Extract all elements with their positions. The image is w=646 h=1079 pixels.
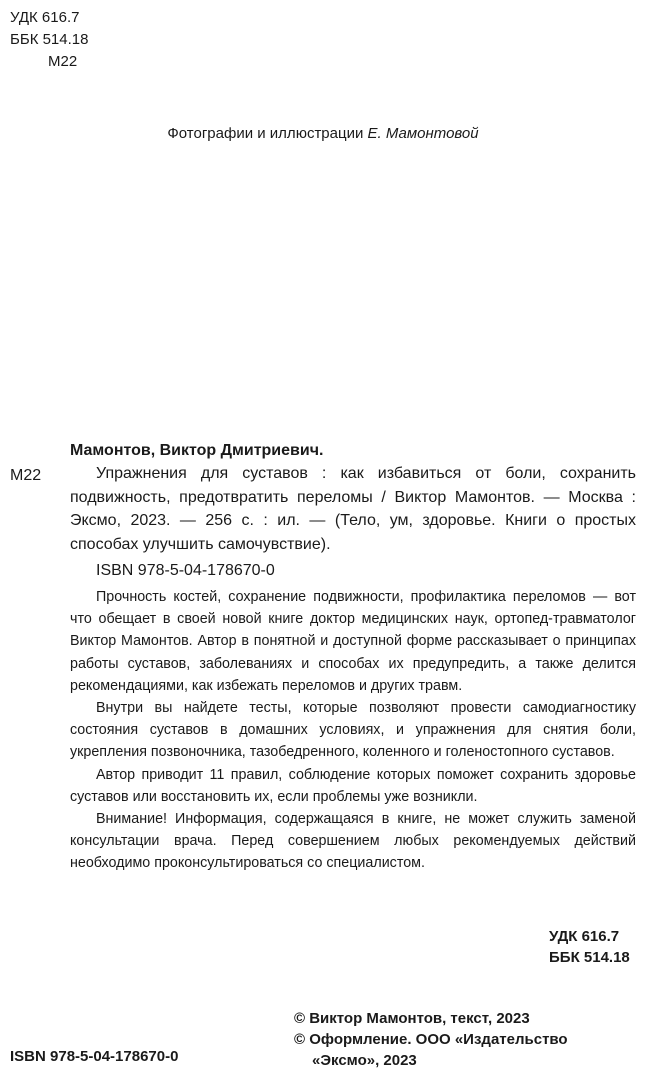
design-copyright-line2: «Эксмо», 2023 bbox=[312, 1052, 417, 1069]
illustration-credits bbox=[0, 124, 646, 144]
bbk-code: ББК 514.18 bbox=[10, 31, 89, 48]
bottom-isbn: ISBN 978-5-04-178670-0 bbox=[10, 1048, 179, 1065]
annotation-paragraph: Автор приводит 11 правил, соблюдение которых поможет сохранить здоровье суставов или восстановить их, если проблемы уже возникли. bbox=[70, 766, 636, 805]
annotation-paragraph: Внимание! Информация, содержащаяся в книге, не может служить заменой консультации врача. Перед совершением любых рекомендуемых действий необходимо проконсультироваться со специалистом. bbox=[70, 811, 636, 872]
bottom-bbk-code: ББК 514.18 bbox=[549, 949, 630, 966]
catalog-author-mark: М22 bbox=[10, 467, 42, 484]
bottom-classification-codes bbox=[549, 926, 630, 968]
top-classification-codes bbox=[10, 7, 88, 73]
text-copyright: © Виктор Мамонтов, текст, 2023 bbox=[294, 1010, 530, 1027]
annotation-paragraph: Внутри вы найдете тесты, которые позволяют провести самодиагностику состояния суставов в домашних условиях, и упражнения для снятия боли, укрепления позвоночника, тазобедренного, коленного и голеностопного суставов. bbox=[70, 700, 636, 761]
catalog-author: Мамонтов, Виктор Дмитриевич. bbox=[70, 442, 324, 459]
catalog-entry-text: Упражнения для суставов : как избавиться от боли, сохранить подвижность, предотвратить переломы / Виктор Мамонтов. — Москва : Эксмо, 2023. — 256 с. : ил. — (Тело, ум, здоровье. Книги о простых способах улучшить самочувствие). bbox=[70, 465, 636, 553]
copyright-block bbox=[294, 1008, 568, 1071]
catalog-isbn: ISBN 978-5-04-178670-0 bbox=[96, 562, 275, 579]
design-copyright-line1: © Оформление. ООО «Издательство bbox=[294, 1031, 568, 1048]
udk-code: УДК 616.7 bbox=[10, 9, 80, 26]
bottom-udk-code: УДК 616.7 bbox=[549, 928, 620, 945]
credits-name: Е. Мамонтовой bbox=[367, 125, 479, 142]
annotation-paragraph: Прочность костей, сохранение подвижности, профилактика переломов — вот что обещает в своей новой книге доктор медицинских наук, ортопед-травматолог Виктор Мамонтов. Автор в понятной и доступной форме рассказывает о принципах работы суставов, заболеваниях и способах их предупредить, а также делится рекомендациями, как избежать переломов и других травм. bbox=[70, 589, 636, 694]
author-mark: М22 bbox=[48, 53, 78, 70]
catalog-entry bbox=[70, 462, 636, 556]
credits-prefix: Фотографии и иллюстрации bbox=[167, 125, 368, 142]
annotation bbox=[70, 586, 636, 875]
